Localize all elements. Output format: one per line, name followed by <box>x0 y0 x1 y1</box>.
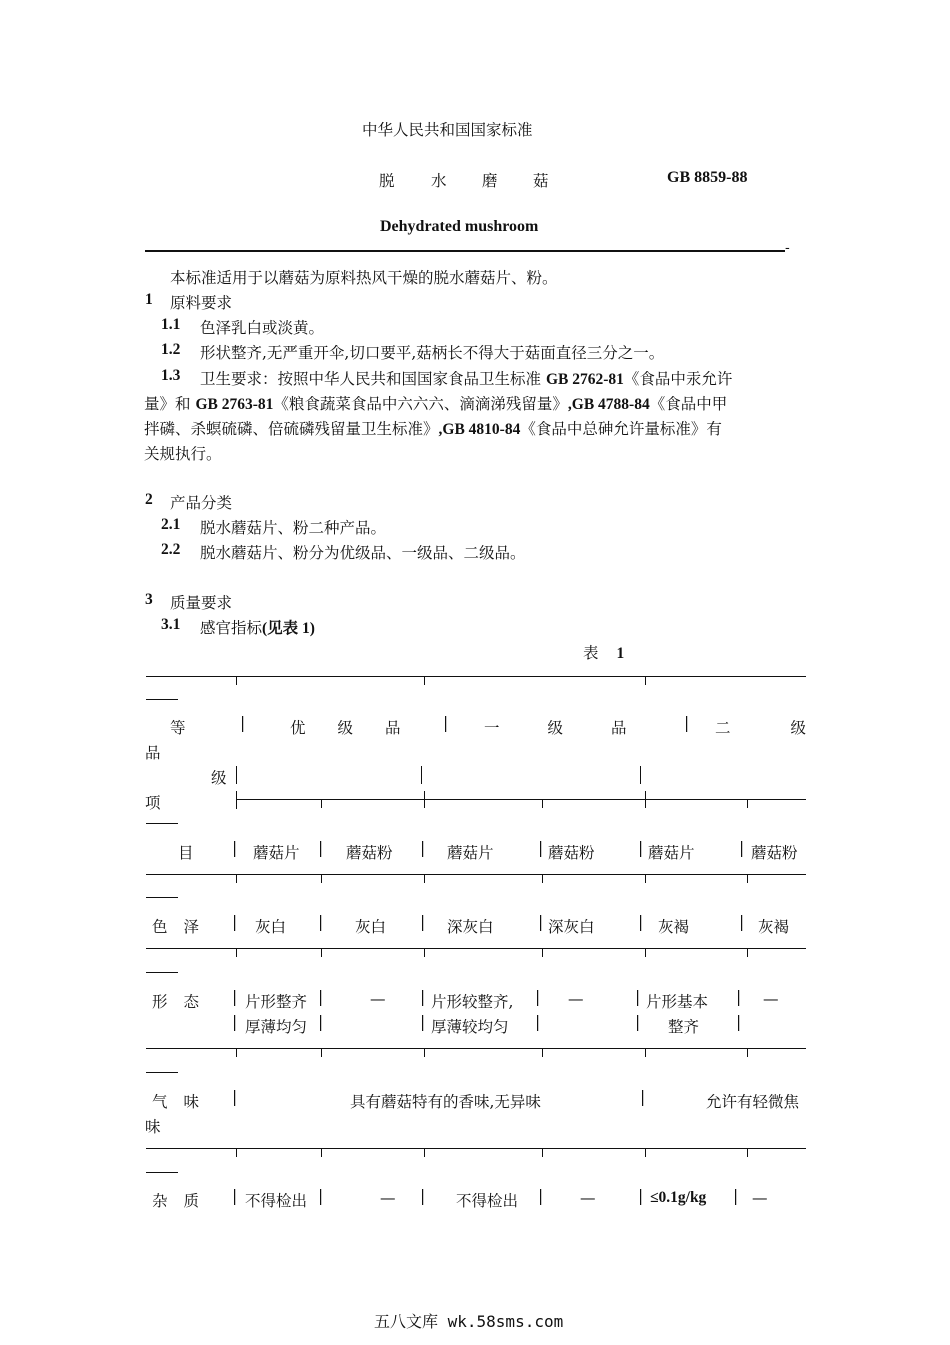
footer-watermark: 五八文库 wk.58sms.com <box>374 1312 564 1331</box>
table-rule <box>146 1148 806 1149</box>
clause-1-1-num: 1.1 <box>161 316 181 333</box>
clause-1-2-num: 1.2 <box>161 341 181 358</box>
intro-text: 本标准适用于以蘑菇为原料热风干燥的脱水蘑菇片、粉。 <box>170 269 558 287</box>
section-1-title: 原料要求 <box>170 294 233 312</box>
header-ji: 级 <box>211 769 227 787</box>
sub-header-pian: 蘑菇片 <box>447 844 494 862</box>
clause-2-2-text: 脱水蘑菇片、粉分为优级品、一级品、二级品。 <box>200 544 526 562</box>
header-you: 优 级 品 <box>290 719 401 737</box>
sub-header-pian: 蘑菇片 <box>253 844 300 862</box>
row-label-impurity: 杂 质 <box>152 1192 200 1210</box>
standard-org: 中华人民共和国国家标准 <box>362 121 533 139</box>
header-pin-wrap: 品 <box>145 744 161 762</box>
header-er: 二 级 <box>715 719 807 737</box>
row-label-smell: 气 味 <box>152 1093 200 1111</box>
table-rule <box>146 874 806 875</box>
standard-code: GB 8859-88 <box>667 169 748 186</box>
header-rule <box>145 250 785 252</box>
header-deng: 等 <box>170 719 186 737</box>
clause-1-3-line-4: 关规执行。 <box>144 445 222 463</box>
clause-3-1-text: 感官指标(见表 1) <box>200 619 315 637</box>
table-rule <box>146 1048 806 1049</box>
section-1-num: 1 <box>145 291 153 308</box>
header-mu: 目 <box>178 844 194 862</box>
header-rule-tail: - <box>785 240 790 256</box>
clause-1-3-num: 1.3 <box>161 367 181 384</box>
clause-1-3-line-2: 量》和 GB 2763-81《粮食蔬菜食品中六六六、滴滴涕残留量》,GB 4788-84《食品中甲 <box>144 395 728 413</box>
sub-header-fen: 蘑菇粉 <box>346 844 393 862</box>
clause-2-1-num: 2.1 <box>161 516 181 533</box>
header-xiang: 项 <box>145 794 161 812</box>
header-yi: 一 级 品 <box>484 719 627 737</box>
clause-2-1-text: 脱水蘑菇片、粉二种产品。 <box>200 519 387 537</box>
section-3-title: 质量要求 <box>170 594 233 612</box>
clause-1-3-line-1: 卫生要求：按照中华人民共和国国家食品卫生标准 GB 2762-81《食品中汞允许 <box>200 370 733 388</box>
english-title: Dehydrated mushroom <box>380 218 539 235</box>
clause-3-1-num: 3.1 <box>161 616 181 633</box>
row-label-color: 色 泽 <box>152 918 200 936</box>
table-rule <box>146 676 806 677</box>
section-3-num: 3 <box>145 591 153 608</box>
sub-header-fen: 蘑菇粉 <box>548 844 595 862</box>
sub-header-pian: 蘑菇片 <box>648 844 695 862</box>
section-2-num: 2 <box>145 491 153 508</box>
table-caption: 表 1 <box>583 644 625 662</box>
clause-1-1-text: 色泽乳白或淡黄。 <box>200 319 325 337</box>
sub-header-fen: 蘑菇粉 <box>751 844 798 862</box>
clause-2-2-num: 2.2 <box>161 541 181 558</box>
clause-1-3-line-3: 拌磷、杀螟硫磷、倍硫磷残留量卫生标准》,GB 4810-84《食品中总砷允许量标准》有 <box>144 420 722 438</box>
clause-1-2-text: 形状整齐,无严重开伞,切口要平,菇柄长不得大于菇面直径三分之一。 <box>200 344 665 362</box>
row-label-shape: 形 态 <box>152 993 200 1011</box>
table-rule <box>146 948 806 949</box>
section-2-title: 产品分类 <box>170 494 233 512</box>
